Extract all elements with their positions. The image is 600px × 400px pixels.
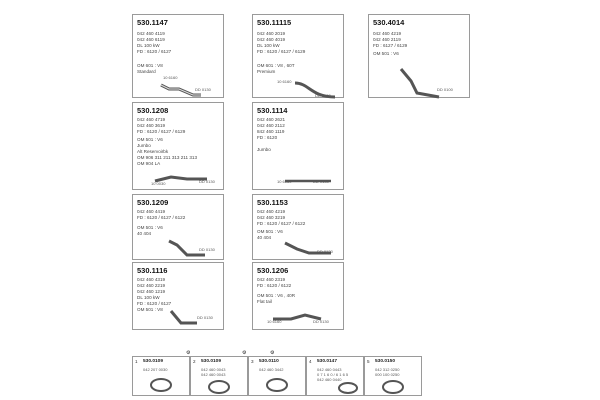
spec-line: Jumbo bbox=[137, 143, 151, 148]
item-number: 3 bbox=[251, 359, 254, 364]
spec-line: 042 460 6119 bbox=[137, 37, 165, 42]
spec-line: 042 460 2621 bbox=[257, 117, 286, 122]
hardware-part-number: 530.0147 bbox=[317, 359, 338, 364]
part-tag: 10 6160 bbox=[277, 179, 292, 184]
part-number: 530.1209 bbox=[137, 198, 169, 207]
hardware-line: 042 460 0043 bbox=[201, 372, 226, 377]
spec-line: 042 460 2219 bbox=[137, 283, 166, 288]
spec-line: 042 460 3619 bbox=[137, 123, 166, 128]
spec-line: 042 460 2119 bbox=[373, 37, 401, 42]
hardware-cell[interactable] bbox=[248, 356, 306, 396]
part-card[interactable] bbox=[132, 194, 224, 260]
hardware-cell[interactable] bbox=[190, 356, 248, 396]
item-number: 2 bbox=[193, 359, 196, 364]
part-tag: 10 0030 bbox=[151, 181, 166, 186]
hardware-cell[interactable] bbox=[132, 356, 190, 396]
hardware-row bbox=[132, 356, 600, 396]
spec-line: DL 100 kW bbox=[137, 43, 160, 48]
spec-line: DL 100 kW bbox=[137, 295, 160, 300]
clamp-icon: ⚙ bbox=[242, 350, 247, 356]
hardware-line: 0 7 1 6 0 / 6 1 6 5 bbox=[317, 372, 349, 377]
hardware-cell[interactable] bbox=[364, 356, 422, 396]
hardware-line: 000 100 0250 bbox=[375, 372, 400, 377]
part-tag: 10 6160 bbox=[277, 79, 292, 84]
part-number: 530.1147 bbox=[137, 18, 168, 27]
spec-line: 042 460 4019 bbox=[257, 37, 286, 42]
part-tag: DD 0130 bbox=[317, 249, 333, 254]
spec-line: OM 501 : V6 , 40R bbox=[257, 293, 296, 298]
exhaust-pipe-icon bbox=[283, 237, 333, 257]
clamp-icon bbox=[265, 377, 289, 398]
spec-line: FD : 6120 / 6127 bbox=[137, 49, 172, 54]
spec-line: 042 460 2019 bbox=[257, 31, 286, 36]
spec-line: OM 601 : V8 bbox=[137, 63, 163, 68]
spec-line: 042 460 1219 bbox=[137, 289, 166, 294]
spec-line: OM 906 311 211 313 211 313 bbox=[137, 155, 198, 160]
part-tag: DD 0130 bbox=[195, 87, 211, 92]
part-tag: DD 0130 bbox=[199, 179, 215, 184]
spec-line: OM 904 LA bbox=[137, 161, 161, 166]
spec-line: 042 460 4119 bbox=[137, 31, 165, 36]
spec-line: Standard bbox=[137, 69, 156, 74]
hardware-line: 042 460 0043 bbox=[201, 367, 226, 372]
exhaust-pipe-icon bbox=[399, 67, 443, 101]
part-tag: DD 0100 bbox=[437, 87, 453, 92]
item-number: 1 bbox=[135, 359, 138, 364]
spec-line: OM 501 : V6 bbox=[373, 51, 399, 56]
spec-line: 042 460 4219 bbox=[373, 31, 402, 36]
part-card[interactable] bbox=[252, 262, 344, 330]
clamp-icon: ⚙ bbox=[186, 350, 191, 356]
spec-line: 042 460 4319 bbox=[137, 277, 166, 282]
spec-line: 042 460 2112 bbox=[257, 123, 285, 128]
spec-line: 042 460 4719 bbox=[137, 117, 166, 122]
spec-line: FD : 6120 / 6127 / 6122 bbox=[257, 221, 306, 226]
spec-line: 40 404 bbox=[137, 231, 152, 236]
clamp-icon bbox=[149, 377, 173, 398]
part-tag: 10 6160 bbox=[163, 75, 178, 80]
spec-line: 042 460 4219 bbox=[257, 209, 286, 214]
part-card[interactable] bbox=[252, 194, 344, 260]
hardware-line: 042 460 0443 bbox=[317, 367, 342, 372]
clamp-icon bbox=[337, 381, 359, 400]
hardware-line: 042 207 0030 bbox=[143, 367, 168, 372]
spec-line: 842 460 1119 bbox=[257, 129, 285, 134]
part-number: 530.1153 bbox=[257, 198, 288, 207]
part-card[interactable] bbox=[368, 14, 470, 98]
spec-line: FD : 6120 / 6122 bbox=[257, 283, 292, 288]
spec-line: FD : 6120 bbox=[257, 135, 278, 140]
part-card[interactable] bbox=[252, 14, 344, 98]
spec-line: FD : 6120 / 6127 / 6122 bbox=[137, 215, 186, 220]
part-card[interactable] bbox=[132, 14, 224, 98]
spec-line: 042 460 4419 bbox=[137, 209, 166, 214]
spec-line: 042 460 2319 bbox=[257, 277, 286, 282]
part-number: 530.1208 bbox=[137, 106, 169, 115]
part-number: 530.11115 bbox=[257, 18, 292, 27]
spec-line: FD : 6127 / 6129 bbox=[373, 43, 408, 48]
spec-line: Premium bbox=[257, 69, 276, 74]
clamp-icon bbox=[207, 379, 231, 400]
part-tag: DD 0130 bbox=[315, 93, 331, 98]
hardware-part-number: 530.0110 bbox=[259, 359, 279, 364]
spec-line: 40 404 bbox=[257, 235, 272, 240]
spec-line: OM 501 : V8 bbox=[137, 307, 163, 312]
item-number: 5 bbox=[367, 359, 370, 364]
part-card[interactable] bbox=[132, 262, 224, 330]
part-card[interactable] bbox=[252, 102, 344, 190]
spec-line: Alt Reservoirbk bbox=[137, 149, 169, 154]
hardware-line: 042 460 3442 bbox=[259, 367, 284, 372]
spec-line: OM 501 : V6 bbox=[137, 137, 163, 142]
clamp-icon: ⚙ bbox=[270, 350, 275, 356]
spec-line: DL 100 kW bbox=[257, 43, 280, 48]
spec-line: FD : 6120 / 6127 / 6129 bbox=[137, 129, 186, 134]
spec-line: OM 501 : V6 bbox=[137, 225, 163, 230]
hardware-part-number: 530.0109 bbox=[201, 359, 222, 364]
spec-line: 042 460 3219 bbox=[257, 215, 286, 220]
hardware-line: 042 460 0440 bbox=[317, 377, 342, 382]
clamp-icon bbox=[381, 379, 405, 400]
hardware-part-number: 530.0150 bbox=[375, 359, 396, 364]
part-number: 530.4014 bbox=[373, 18, 405, 27]
hardware-part-number: 530.0109 bbox=[143, 359, 164, 364]
part-tag: DD 0130 bbox=[313, 179, 329, 184]
spec-line: FD : 6120 / 6127 / 6129 bbox=[257, 49, 306, 54]
spec-line: Flat tail bbox=[257, 299, 272, 304]
part-tag: DD 0130 bbox=[313, 319, 329, 324]
hardware-line: 042 312 0250 bbox=[375, 367, 400, 372]
part-tag: DD 0130 bbox=[199, 247, 215, 252]
part-number: 530.1116 bbox=[137, 266, 168, 275]
spec-line: Jumbo bbox=[257, 147, 271, 152]
part-tag: 10 6160 bbox=[267, 319, 282, 324]
part-card[interactable] bbox=[132, 102, 224, 190]
exhaust-pipe-icon bbox=[169, 309, 199, 329]
spec-line: FD : 6120 / 6127 bbox=[137, 301, 172, 306]
item-number: 4 bbox=[309, 359, 312, 364]
part-number: 530.1114 bbox=[257, 106, 288, 115]
spec-line: OM 501 : V6 bbox=[257, 229, 283, 234]
part-tag: DD 0130 bbox=[197, 315, 213, 320]
hardware-cell[interactable] bbox=[306, 356, 364, 396]
spec-line: OM 601 : V8 , 60T bbox=[257, 63, 295, 68]
part-number: 530.1206 bbox=[257, 266, 289, 275]
